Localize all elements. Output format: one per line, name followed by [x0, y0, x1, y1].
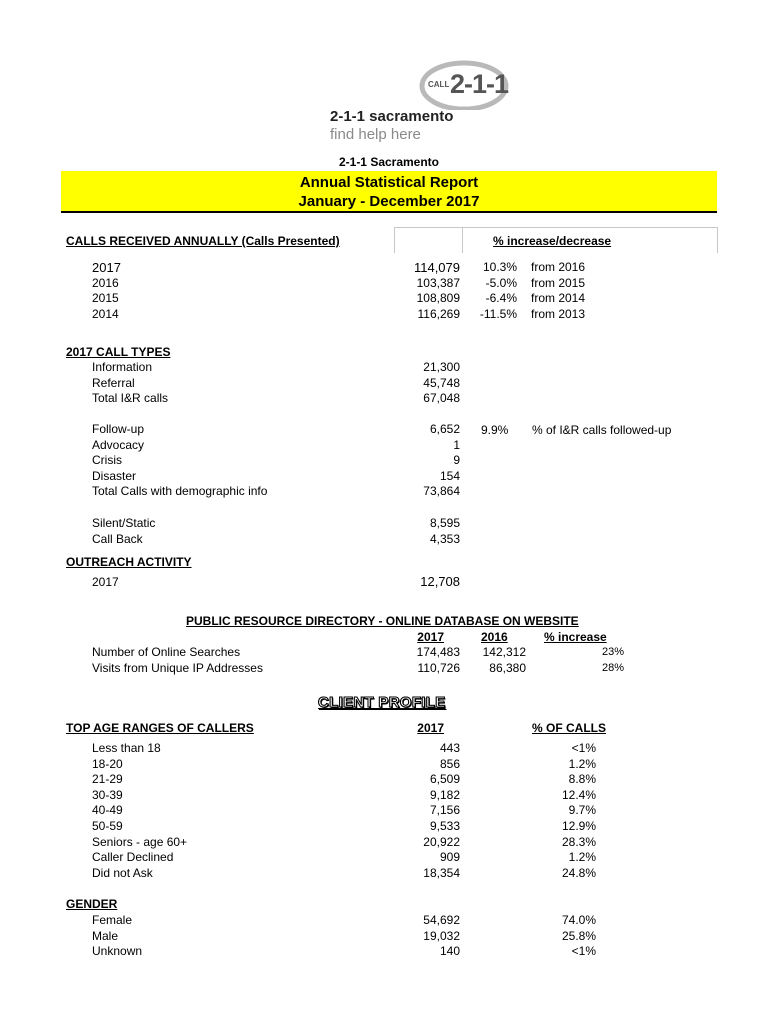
calls-pct: -5.0% — [485, 275, 517, 290]
gender-pct: <1% — [571, 944, 596, 959]
age-value: 856 — [439, 756, 460, 771]
age-pct: <1% — [571, 741, 596, 755]
call-type-value: 1 — [453, 437, 460, 452]
calls-from: from 2014 — [531, 291, 586, 306]
call-type-label: Referral — [92, 375, 135, 390]
report-title: Annual Statistical Report — [299, 174, 479, 191]
call-types-group2-labels — [92, 422, 267, 500]
gender-label: Unknown — [92, 944, 143, 959]
directory-col-2017: 2017 — [417, 630, 444, 644]
gender-heading: GENDER — [66, 897, 118, 911]
call-types-group2-values — [370, 422, 460, 500]
calls-pct: 10.3% — [482, 260, 517, 274]
call-type-label: Information — [92, 360, 153, 374]
gender-pcts — [530, 913, 596, 960]
age-pct: 9.7% — [568, 803, 596, 818]
call-type-value: 21,300 — [423, 360, 460, 374]
age-heading: TOP AGE RANGES OF CALLERS — [66, 721, 254, 735]
calls-value: 114,079 — [413, 260, 460, 275]
calls-pct: -6.4% — [485, 291, 517, 306]
call-type-value: 154 — [439, 468, 460, 483]
outreach-heading: OUTREACH ACTIVITY — [66, 555, 192, 569]
directory-pct: 23% — [601, 646, 624, 658]
logo-call: CALL — [428, 80, 450, 89]
directory-heading: PUBLIC RESOURCE DIRECTORY - ONLINE DATABASE ON WEBSITE — [186, 614, 579, 628]
calls-heading: CALLS RECEIVED ANNUALLY (Calls Presented) — [66, 234, 340, 248]
outreach-value: 12,708 — [420, 574, 460, 589]
directory-row-label: Visits from Unique IP Addresses — [92, 660, 263, 675]
calls-value: 108,809 — [416, 291, 460, 306]
calls-year: 2017 — [92, 260, 121, 275]
call-type-label: Call Back — [92, 531, 143, 546]
directory-value-2016: 86,380 — [489, 660, 526, 675]
age-label: 50-59 — [92, 818, 123, 833]
calls-header-divider — [462, 227, 463, 253]
age-pct: 1.2% — [568, 850, 596, 865]
client-profile-heading: CLIENT PROFILE — [318, 694, 446, 711]
call-type-label: Follow-up — [92, 422, 145, 436]
age-label: 18-20 — [92, 756, 123, 771]
calls-years — [92, 260, 121, 322]
call-types-group1-values — [370, 360, 460, 407]
directory-2016-values — [460, 645, 526, 676]
followup-pct: 9.9% — [481, 423, 509, 437]
age-value: 909 — [439, 850, 460, 865]
calls-year: 2014 — [92, 306, 119, 321]
calls-pct: -11.5% — [479, 306, 517, 321]
calls-value: 103,387 — [416, 275, 460, 290]
gender-labels — [92, 913, 142, 960]
call-type-value: 8,595 — [429, 516, 460, 530]
age-pct: 1.2% — [568, 756, 596, 771]
directory-value-2017: 110,726 — [417, 660, 460, 675]
followup-note: % of I&R calls followed-up — [532, 423, 672, 437]
call-type-label: Total I&R calls — [92, 391, 169, 406]
logo-number: 2-1-1 — [450, 69, 509, 99]
age-value: 20,922 — [423, 834, 460, 849]
call-type-label: Silent/Static — [92, 516, 156, 530]
gender-pct: 25.8% — [561, 928, 596, 943]
age-pct: 8.8% — [568, 772, 596, 787]
directory-2017-values — [370, 645, 460, 676]
age-pct: 24.8% — [561, 865, 596, 880]
title-banner — [61, 171, 717, 213]
calls-pcts — [462, 260, 517, 322]
calls-value: 116,269 — [417, 306, 460, 321]
age-label: 21-29 — [92, 772, 123, 787]
directory-col-2016: 2016 — [481, 630, 508, 644]
outreach-year: 2017 — [92, 575, 119, 589]
calls-header-divider — [717, 227, 718, 253]
directory-pct: 28% — [601, 661, 624, 674]
age-label: Caller Declined — [92, 850, 174, 865]
age-label: Less than 18 — [92, 741, 161, 755]
gender-pct: 74.0% — [561, 913, 596, 927]
call-types-group3-values — [370, 516, 460, 547]
age-label: Did not Ask — [92, 865, 153, 880]
call-type-label: Total Calls with demographic info — [92, 484, 268, 499]
org-name: 2-1-1 Sacramento — [338, 155, 440, 169]
call-types-group3-labels — [92, 516, 155, 547]
logo-name: 2-1-1 sacramento — [330, 108, 454, 125]
logo-tagline: find help here — [330, 126, 421, 143]
call-type-label: Crisis — [92, 453, 122, 468]
age-col-year: 2017 — [417, 721, 444, 735]
call-type-value: 9 — [453, 453, 460, 468]
age-value: 9,182 — [429, 787, 460, 802]
age-label: 30-39 — [92, 787, 123, 802]
call-types-heading: 2017 CALL TYPES — [66, 345, 171, 359]
calls-pct-heading: % increase/decrease — [493, 234, 612, 248]
calls-froms — [531, 260, 585, 322]
age-pct: 12.4% — [561, 787, 596, 802]
age-pcts — [530, 741, 596, 881]
directory-pcts — [560, 645, 624, 676]
gender-label: Female — [92, 913, 133, 927]
age-label: 40-49 — [92, 803, 123, 818]
call-type-label: Disaster — [92, 468, 137, 483]
call-type-value: 6,652 — [429, 422, 460, 436]
age-value: 443 — [439, 741, 460, 755]
calls-year: 2015 — [92, 291, 119, 306]
age-value: 7,156 — [429, 803, 460, 818]
age-col-pct: % OF CALLS — [532, 721, 606, 735]
age-values — [370, 741, 460, 881]
gender-value: 54,692 — [423, 913, 460, 927]
age-label: Seniors - age 60+ — [92, 834, 188, 849]
directory-value-2016: 142,312 — [482, 645, 526, 659]
directory-row-label: Number of Online Searches — [92, 645, 241, 659]
report-period: January - December 2017 — [298, 193, 480, 210]
calls-from: from 2015 — [531, 275, 586, 290]
directory-value-2017: 174,483 — [416, 645, 460, 659]
calls-from: from 2013 — [531, 306, 586, 321]
age-pct: 28.3% — [561, 834, 596, 849]
directory-col-pct: % increase — [544, 630, 607, 644]
call-type-value: 73,864 — [423, 484, 460, 499]
calls-from: from 2016 — [531, 260, 586, 274]
call-type-value: 4,353 — [429, 531, 460, 546]
age-value: 9,533 — [429, 818, 460, 833]
age-labels — [92, 741, 187, 881]
call-types-group1-labels — [92, 360, 168, 407]
calls-header-top-rule — [394, 227, 718, 228]
logo — [328, 60, 518, 146]
age-value: 6,509 — [429, 772, 460, 787]
age-value: 18,354 — [423, 865, 460, 880]
call-type-value: 67,048 — [423, 391, 460, 406]
calls-values — [370, 260, 460, 322]
calls-header-divider — [394, 227, 395, 253]
age-pct: 12.9% — [561, 818, 596, 833]
call-type-label: Advocacy — [92, 437, 145, 452]
gender-label: Male — [92, 928, 119, 943]
calls-year: 2016 — [92, 275, 119, 290]
gender-value: 140 — [439, 944, 460, 959]
call-type-value: 45,748 — [423, 375, 460, 390]
directory-labels — [92, 645, 263, 676]
gender-value: 19,032 — [423, 928, 460, 943]
gender-values — [370, 913, 460, 960]
